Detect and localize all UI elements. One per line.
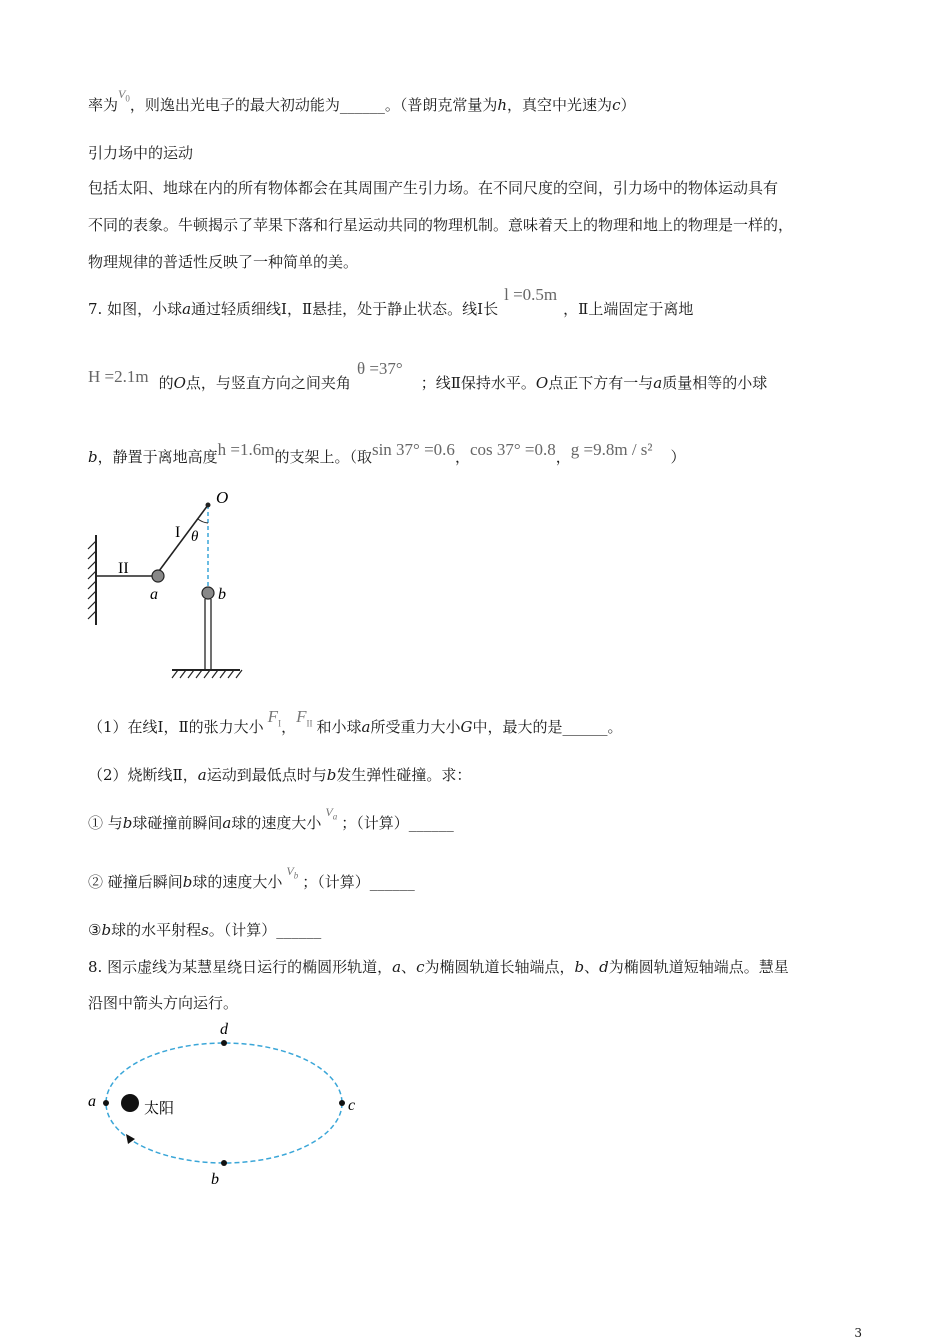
string-I xyxy=(159,505,208,571)
ground-hatching xyxy=(172,670,242,678)
sin-equation: sin 37° =0.6 xyxy=(371,440,455,459)
q7-sub-1: ① 与b球碰撞前瞬间a球的速度大小$^{V_a}$ ；（计算）______ xyxy=(88,805,454,832)
q7-sub-3: ③b球的水平射程s。（计算）______ xyxy=(88,921,322,939)
wall-hatching xyxy=(88,541,96,619)
q7-sub-2: ② 碰撞后瞬间b球的速度大小$^{V_b}$ ；（计算）______ xyxy=(88,864,415,891)
label-O: O xyxy=(216,488,229,507)
label-d: d xyxy=(220,1021,228,1038)
theta-equation: θ =37° xyxy=(356,359,403,378)
sun-dot xyxy=(121,1094,139,1112)
vb-symbol: Vb xyxy=(286,864,299,881)
label-b: b xyxy=(211,1171,219,1188)
ball-a xyxy=(152,570,164,582)
point-c xyxy=(339,1100,345,1106)
orbit-ellipse xyxy=(106,1043,342,1163)
q7-line-2: H =2.1m 的O点，与竖直方向之间夹角θ =37°；线Ⅱ保持水平。O点正下方有一与a质量相等的小球 xyxy=(88,359,768,392)
top-line: 率为$^{V_0}$，则逸出光电子的最大初动能为______。（普朗克常量为h，真空中光速为c） xyxy=(88,87,636,114)
intro-line-1: 包括太阳、地球在内的所有物体都会在其周围产生引力场。在不同尺度的空间，引力场中的物体运动具有 xyxy=(88,179,779,197)
label-b: b xyxy=(218,586,226,603)
va-symbol: Va xyxy=(325,805,338,822)
label-theta: θ xyxy=(191,529,199,545)
sun-label: 太阳 xyxy=(144,1099,175,1117)
q7-line-1: 7. 如图，小球a通过轻质细线Ⅰ，Ⅱ悬挂，处于静止状态。线Ⅰ长l =0.5m，Ⅱ上端固定于离地 xyxy=(88,285,694,318)
q8-line-2: 沿图中箭头方向运行。 xyxy=(88,994,239,1012)
theta-arc xyxy=(198,519,208,523)
page-number: 3 xyxy=(854,1326,862,1340)
point-b xyxy=(221,1160,227,1166)
section-title: 引力场中的运动 xyxy=(88,144,194,162)
direction-arrow xyxy=(126,1134,135,1144)
point-d xyxy=(221,1040,227,1046)
cos-equation: cos 37° =0.8 xyxy=(469,440,556,459)
l-equation: l =0.5m xyxy=(504,285,558,304)
F-I-symbol: $F_I$ xyxy=(267,707,282,729)
label-a: a xyxy=(88,1093,96,1110)
H-equation: H =2.1m xyxy=(88,367,149,386)
q8-line-1: 8. 图示虚线为某慧星绕日运行的椭圆形轨道，a、c为椭圆轨道长轴端点，b、d为椭圆轨道短轴端点。慧星 xyxy=(88,958,789,976)
label-II: II xyxy=(118,560,129,577)
q7-part-1: （1）在线Ⅰ，Ⅱ的张力大小$F_I$，$F_{II}$ 和小球a所受重力大小G中，最大的是______。 xyxy=(88,707,623,736)
g-equation: g =9.8m / s² xyxy=(570,440,653,459)
h-equation: h =1.6m xyxy=(217,440,275,459)
intro-line-2: 不同的表象。牛顿揭示了苹果下落和行星运动共同的物理机制。意味着天上的物理和地上的物理是一样的， xyxy=(88,216,794,234)
v0-symbol: V0 xyxy=(118,87,130,104)
point-a xyxy=(103,1100,109,1106)
intro-line-3: 物理规律的普适性反映了一种简单的美。 xyxy=(88,253,359,271)
point-O xyxy=(206,503,211,508)
q7-figure xyxy=(80,485,250,680)
q7-part-2: （2）烧断线Ⅱ，a运动到最低点时与b发生弹性碰撞。求： xyxy=(88,766,472,784)
label-a: a xyxy=(150,586,158,603)
q7-line-3: b，静置于离地高度h =1.6m的支架上。（取sin 37° =0.6，cos 37° =0.8，g =9.8m / s² ） xyxy=(88,440,686,466)
label-I: I xyxy=(175,524,181,541)
ball-b xyxy=(202,587,214,599)
label-c: c xyxy=(348,1097,356,1114)
q8-figure xyxy=(80,1018,370,1193)
F-II-symbol: $F_{II}$ xyxy=(296,707,313,729)
